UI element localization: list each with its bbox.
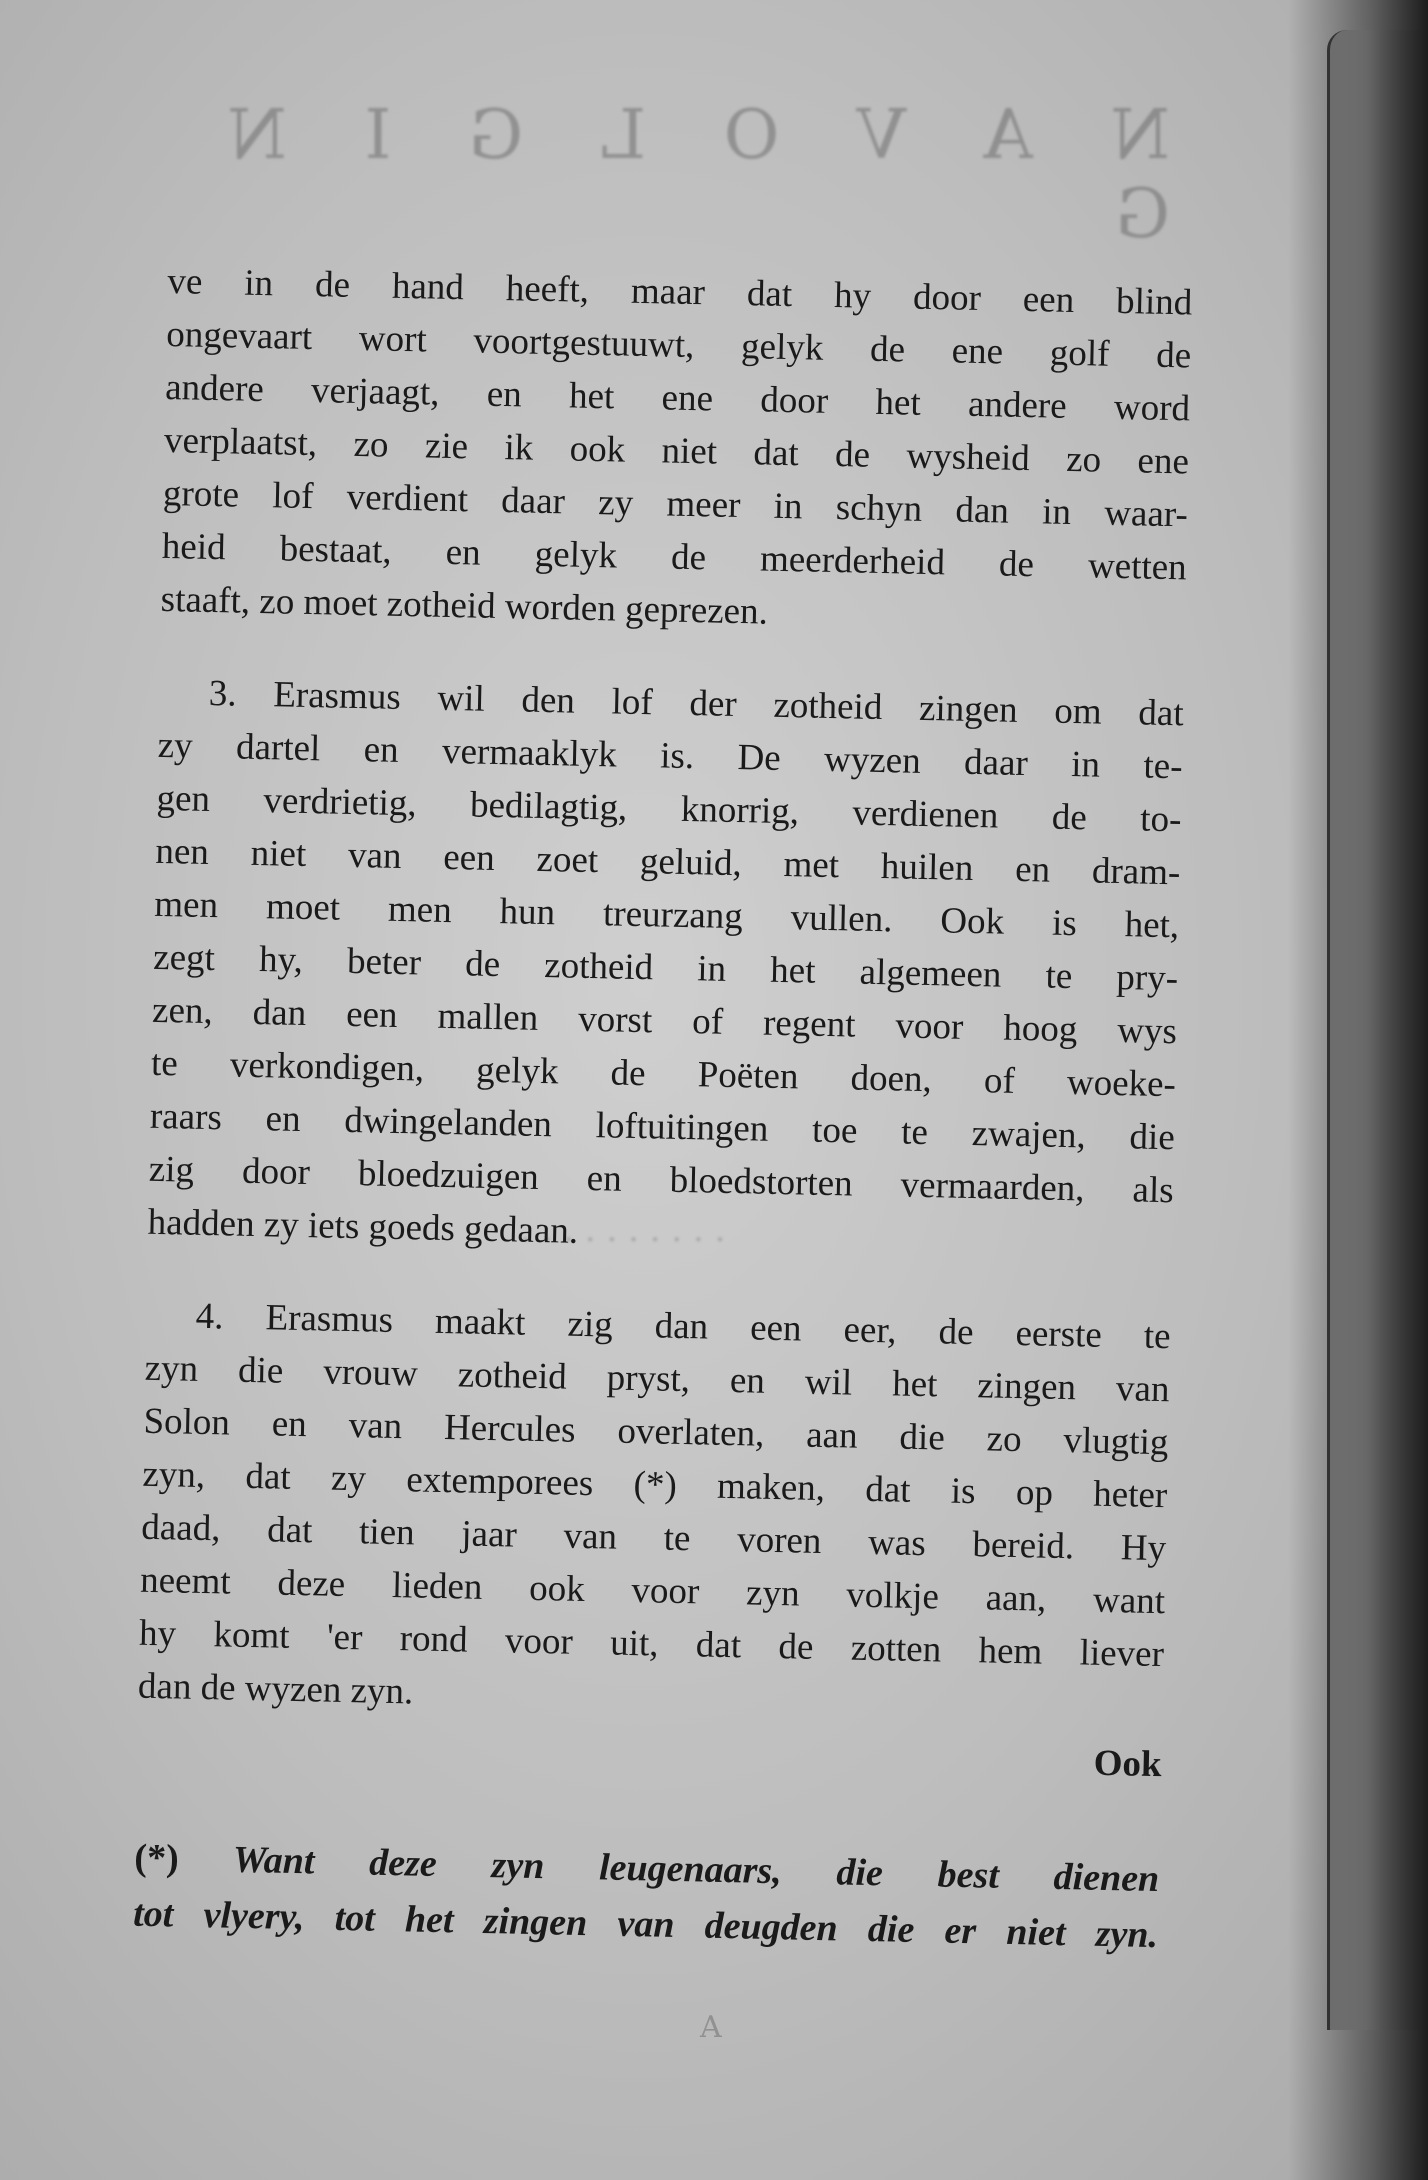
- text-line: andere verjaagt, en het ene door het andere word: [164, 366, 1191, 430]
- footnote: [133, 1830, 1160, 1963]
- footnote-text: Want deze zyn leugenaars, die best dienen: [232, 1838, 1160, 1901]
- text-block: [133, 255, 1193, 1963]
- catchword: Ook: [1093, 1742, 1163, 1786]
- text-line: zig door bloedzuigen en bloedstorten vermaarden, als: [148, 1148, 1175, 1212]
- text-line: verplaatst, zo zie ik ook niet dat de wysheid zo ene: [163, 419, 1190, 483]
- paragraph-3: [147, 666, 1184, 1270]
- text-line: zy dartel en vermaaklyk is. De wyzen daar in te-: [157, 724, 1183, 788]
- text-line: heid bestaat, en gelyk de meerderheid de wetten: [161, 525, 1188, 589]
- text-line: zyn, dat zy extemporees (*) maken, dat is op heter: [142, 1453, 1168, 1517]
- footnote-mark: (*): [133, 1836, 180, 1880]
- text-line: grote lof verdient daar zy meer in schyn dan in waar-: [162, 472, 1189, 536]
- footnote-line: tot vlyery, tot het zingen van deugden die er niet zyn.: [132, 1892, 1159, 1957]
- text-line: zen, dan een mallen vorst of regent voor hoog wys: [151, 989, 1178, 1053]
- text-line: ongevaart wort voortgestuuwt, gelyk de ene golf de: [165, 313, 1192, 377]
- text-line: raars en dwingelanden loftuitingen toe te zwajen, die: [149, 1095, 1176, 1159]
- text-line: men moet men hun treurzang vullen. Ook is het,: [153, 883, 1180, 947]
- text-line: hadden zy iets goeds gedaan.: [147, 1201, 579, 1252]
- bleed-through-header: [170, 96, 1170, 254]
- text-line: dan de wyzen zyn.: [137, 1665, 414, 1713]
- paragraph-4: [137, 1289, 1171, 1734]
- text-line: daad, dat tien jaar van te voren was bereid. Hy: [140, 1506, 1167, 1570]
- bottom-bleed-mark: A: [700, 2010, 722, 2045]
- text-line: staaft, zo moet zotheid worden geprezen.: [160, 578, 769, 633]
- bleed-header-text: N A V O L G I N G: [199, 96, 1170, 254]
- text-line: ve in de hand heeft, maar dat hy door een blind: [167, 260, 1193, 324]
- text-line: hy komt 'er rond voor uit, dat de zotten hem liever: [138, 1612, 1165, 1676]
- text-line: neemt deze lieden ook voor zyn volkje aan, want: [139, 1559, 1166, 1623]
- text-line: Solon en van Hercules overlaten, aan die zo vlugtig: [143, 1400, 1169, 1464]
- text-line: gen verdrietig, bedilagtig, knorrig, verdienen de to-: [156, 777, 1182, 841]
- text-line: 4. Erasmus maakt zig dan een eer, de eerste te: [195, 1295, 1171, 1358]
- text-line: te verkondigen, gelyk de Poëten doen, of woeke-: [150, 1042, 1177, 1106]
- paragraph-continued: [160, 255, 1193, 647]
- bleed-ghost-line: · · · · · · · · · ·: [520, 1220, 726, 1260]
- text-line: zegt hy, beter de zotheid in het algemeen te pry-: [152, 936, 1179, 1000]
- text-line: zyn die vrouw zotheid pryst, en wil het zingen van: [144, 1347, 1170, 1411]
- gutter-shadow: [1288, 0, 1428, 2180]
- text-line: nen niet van een zoet geluid, met huilen en dram-: [155, 830, 1181, 894]
- text-line: 3. Erasmus wil den lof der zotheid zingen om dat: [208, 672, 1185, 735]
